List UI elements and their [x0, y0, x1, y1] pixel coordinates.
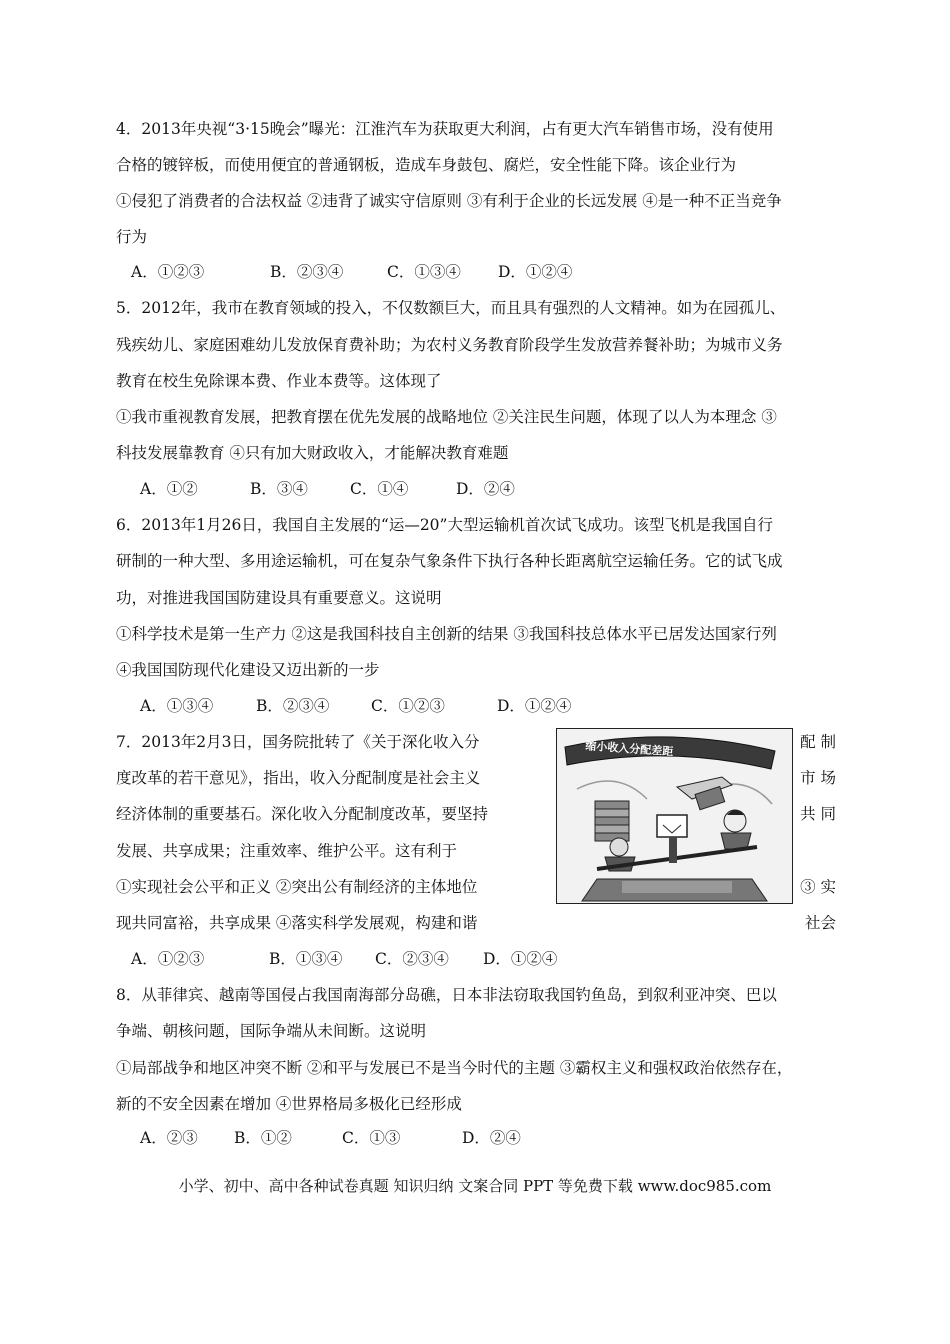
q7-line-5-right: ③ 实 — [800, 878, 836, 896]
q8-line-1: 8．从菲律宾、越南等国侵占我国南海部分岛礁，日本非法窃取我国钓鱼岛，到叙利亚冲突、巴以 — [116, 986, 777, 1004]
q4-line-4: 行为 — [116, 228, 148, 246]
q7-line-1: 7．2013年2月3日，国务院批转了《关于深化收入分 — [116, 733, 480, 751]
q8-option-b: B．①② — [234, 1129, 292, 1147]
cartoon-illustration — [557, 729, 792, 903]
q7-line-3: 经济体制的重要基石。深化收入分配制度改革，要坚持 — [116, 805, 489, 823]
q6-line-4: ①科学技术是第一生产力 ②这是我国科技自主创新的结果 ③我国科技总体水平已居发达国家行列 — [116, 625, 777, 643]
q6-line-5: ④我国国防现代化建设又迈出新的一步 — [116, 661, 380, 679]
q8-line-3: ①局部战争和地区冲突不断 ②和平与发展已不是当今时代的主题 ③霸权主义和强权政治依然存在， — [116, 1059, 793, 1077]
q4-option-b: B．②③④ — [270, 263, 344, 281]
q6-line-2: 研制的一种大型、多用途运输机，可在复杂气象条件下执行各种长距离航空运输任务。它的试飞成 — [116, 552, 783, 570]
q7-line-6-right: 社会 — [804, 914, 836, 932]
q7-option-a: A．①②③ — [131, 950, 205, 968]
q7-line-2-right: 市 场 — [800, 769, 836, 787]
q5-option-c: C．①④ — [350, 480, 409, 498]
q6-line-1: 6．2013年1月26日，我国自主发展的“运—20”大型运输机首次试飞成功。该型飞机是我国自行 — [116, 516, 773, 534]
q6-option-a: A．①③④ — [140, 697, 214, 715]
q4-line-2: 合格的镀锌板，而使用便宜的普通钢板，造成车身鼓包、腐烂，安全性能下降。该企业行为 — [116, 156, 737, 174]
q7-line-3-right: 共 同 — [800, 805, 836, 823]
page-footer: 小学、初中、高中各种试卷真题 知识归纳 文案合同 PPT 等免费下载 www.doc985.com — [178, 1177, 772, 1195]
q5-line-5: 科技发展靠教育 ④只有加大财政收入，才能解决教育难题 — [116, 444, 509, 462]
q7-option-c: C．②③④ — [375, 950, 449, 968]
q8-option-a: A．②③ — [140, 1129, 198, 1147]
q8-option-c: C．①③ — [342, 1129, 401, 1147]
q4-line-3: ①侵犯了消费者的合法权益 ②违背了诚实守信原则 ③有利于企业的长远发展 ④是一种不正当竞争 — [116, 192, 782, 210]
q5-option-d: D．②④ — [456, 480, 515, 498]
q6-option-c: C．①②③ — [371, 697, 445, 715]
q8-option-d: D．②④ — [462, 1129, 521, 1147]
q7-line-1-right: 配 制 — [800, 733, 836, 751]
q4-option-d: D．①②④ — [498, 263, 573, 281]
q7-line-6: 现共同富裕，共享成果 ④落实科学发展观，构建和谐 — [116, 914, 478, 932]
q7-line-2: 度改革的若干意见》，指出，收入分配制度是社会主义 — [116, 769, 481, 787]
q6-option-d: D．①②④ — [497, 697, 572, 715]
q5-line-2: 残疾幼儿、家庭困难幼儿发放保育费补助；为农村义务教育阶段学生发放营养餐补助；为城市义务 — [116, 336, 783, 354]
cartoon-banner-text: 缩小收入分配差距 — [584, 739, 674, 759]
q7-line-4: 发展、共享成果；注重效率、维护公平。这有利于 — [116, 842, 458, 860]
q7-option-b: B．①③④ — [269, 950, 343, 968]
q7-option-d: D．①②④ — [483, 950, 558, 968]
q6-line-3: 功，对推进我国国防建设具有重要意义。这说明 — [116, 589, 442, 607]
q5-option-a: A．①② — [140, 480, 198, 498]
q4-option-a: A．①②③ — [131, 263, 205, 281]
q4-option-c: C．①③④ — [387, 263, 461, 281]
q6-option-b: B．②③④ — [256, 697, 330, 715]
q5-option-b: B．③④ — [250, 480, 308, 498]
q8-line-4: 新的不安全因素在增加 ④世界格局多极化已经形成 — [116, 1095, 462, 1113]
q4-line-1: 4．2013年央视“3·15晚会”曝光：江淮汽车为获取更大利润，占有更大汽车销售市场，没有使用 — [116, 120, 774, 138]
income-distribution-cartoon — [556, 728, 793, 904]
q5-line-1: 5．2012年，我市在教育领域的投入，不仅数额巨大，而且具有强烈的人文精神。如为在园孤儿、 — [116, 299, 786, 317]
q5-line-4: ①我市重视教育发展，把教育摆在优先发展的战略地位 ②关注民生问题，体现了以人为本理念 ③ — [116, 408, 777, 426]
q7-line-5: ①实现社会公平和正义 ②突出公有制经济的主体地位 — [116, 878, 478, 896]
q8-line-2: 争端、朝核问题，国际争端从未间断。这说明 — [116, 1022, 427, 1040]
q5-line-3: 教育在校生免除课本费、作业本费等。这体现了 — [116, 372, 442, 390]
